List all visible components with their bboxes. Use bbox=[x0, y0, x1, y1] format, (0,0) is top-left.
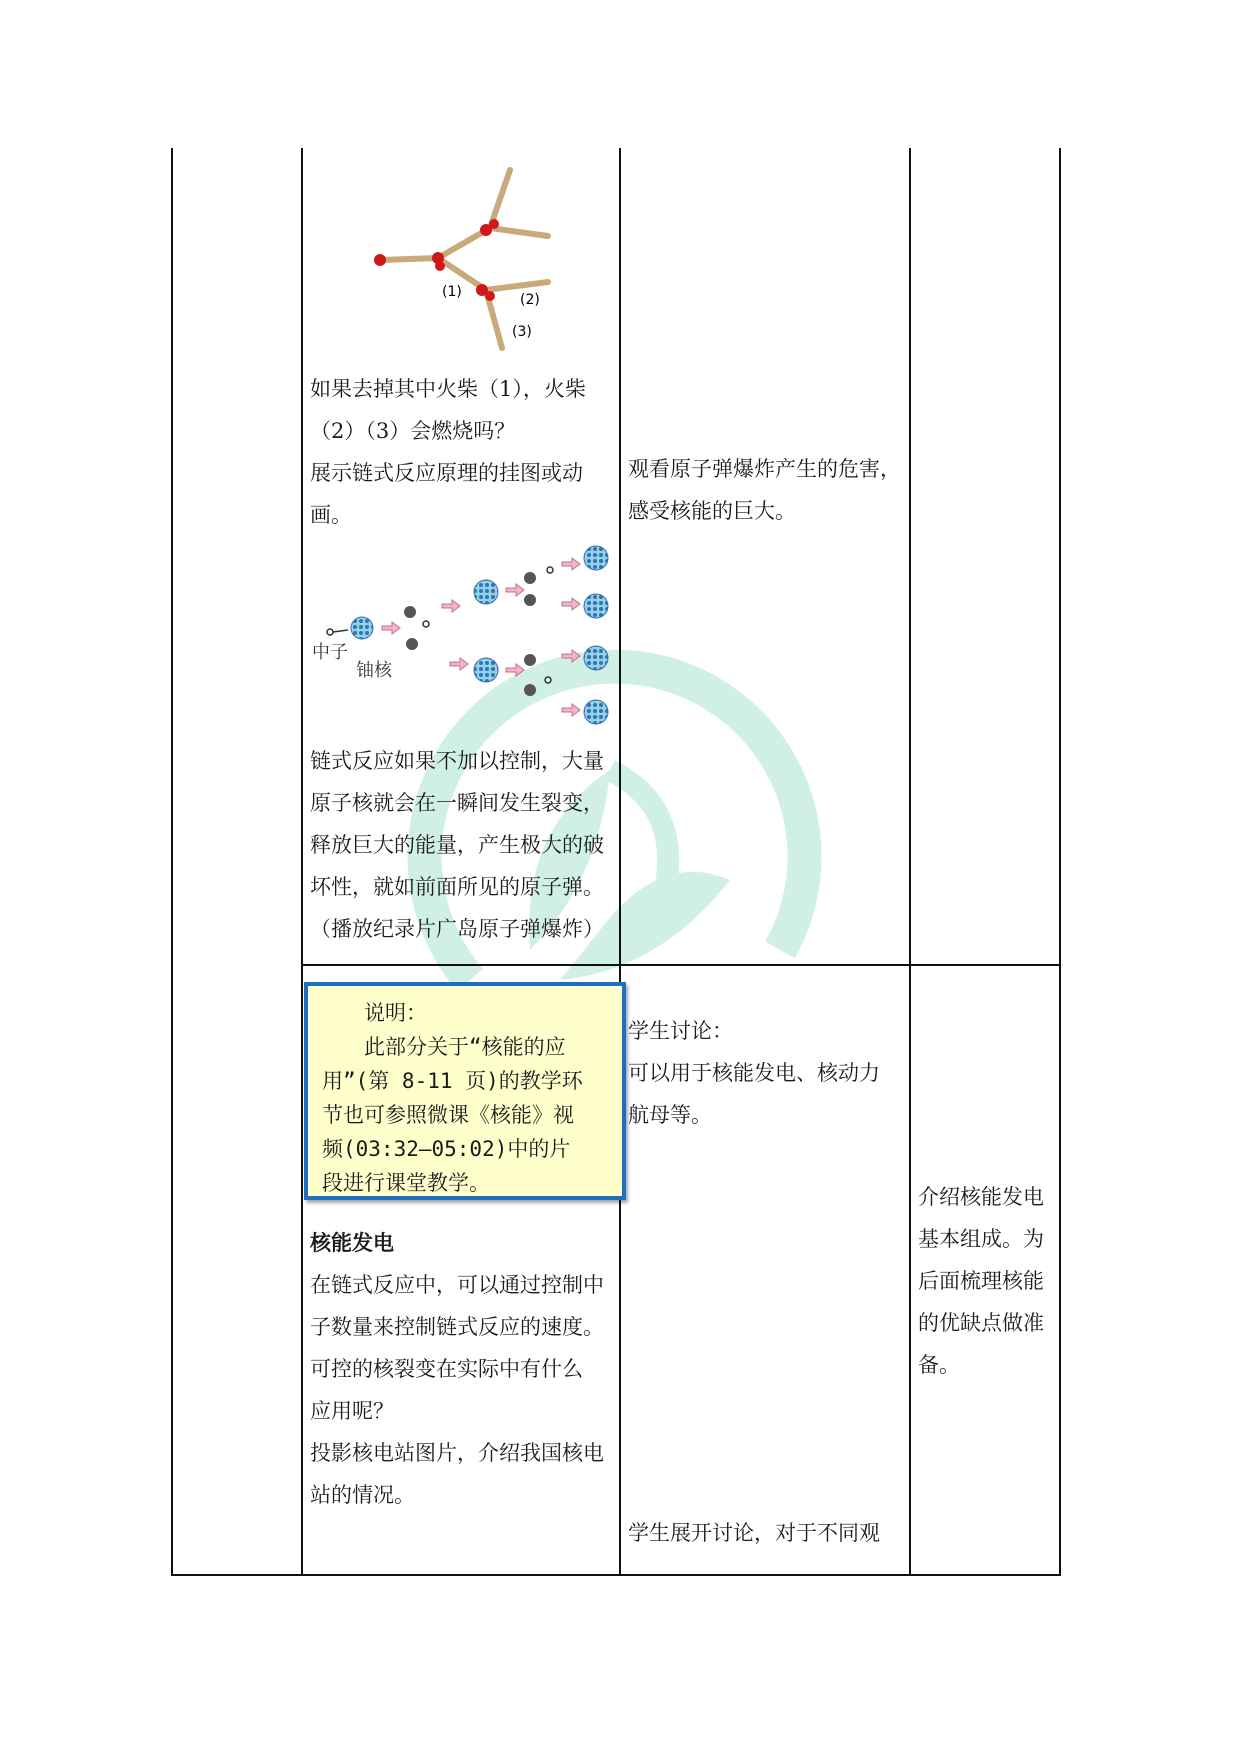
note-title: 说明： bbox=[364, 1001, 427, 1025]
label-uranium: 铀核 bbox=[356, 660, 392, 681]
label-neutron: 中子 bbox=[312, 642, 348, 663]
match-label-1: (1) bbox=[442, 284, 462, 300]
design-intent-text: 介绍核能发电 基本组成。为 后面梳理核能 的优缺点做准 备。 bbox=[918, 1185, 1044, 1377]
match-head-dot bbox=[374, 254, 386, 266]
table-column-divider-1 bbox=[301, 148, 303, 1575]
table-column-divider-3 bbox=[909, 148, 911, 1575]
uranium-nuclei bbox=[351, 546, 608, 724]
note-box: 说明： 此部分关于“核能的应 用”(第 8-11 页)的教学环 节也可参照微课《核能》视 频(03:32—05:02)中的片 段进行课堂教学。 bbox=[304, 982, 626, 1200]
match-question: 如果去掉其中火柴（1），火柴 （2）（3）会燃烧吗？ bbox=[310, 377, 586, 443]
neutron-dot bbox=[327, 629, 333, 635]
section-heading: 核能发电 bbox=[310, 1231, 394, 1255]
match-chain-figure bbox=[360, 160, 580, 360]
student-discussion-text: 学生讨论： 可以用于核能发电、核动力 航母等。 bbox=[628, 1019, 880, 1127]
chain-reaction-text: 链式反应如果不加以控制，大量 原子核就会在一瞬间发生裂变， 释放巨大的能量，产生极大的破 坏性，就如前面所见的原子弹。 （播放纪录片广岛原子弹爆炸） bbox=[310, 749, 604, 941]
table-column-divider-2 bbox=[619, 148, 621, 1575]
chain-reaction-figure bbox=[310, 540, 620, 730]
match-label-3: (3) bbox=[512, 324, 532, 340]
student-watch-text: 观看原子弹爆炸产生的危害， 感受核能的巨大。 bbox=[628, 457, 901, 523]
table-border-left bbox=[171, 148, 173, 1575]
table-row-divider bbox=[301, 964, 1061, 966]
student-debate-text: 学生展开讨论，对于不同观 bbox=[628, 1521, 880, 1545]
match-label-2: (2) bbox=[520, 292, 540, 308]
projection-text: 投影核电站图片，介绍我国核电 站的情况。 bbox=[310, 1441, 604, 1507]
table-border-bottom bbox=[171, 1574, 1061, 1576]
power-generation-text: 在链式反应中，可以通过控制中 子数量来控制链式反应的速度。 可控的核裂变在实际中有什么 应用呢？ bbox=[310, 1273, 604, 1423]
show-chain-text: 展示链式反应原理的挂图或动 画。 bbox=[310, 461, 583, 527]
table-border-right bbox=[1059, 148, 1061, 1575]
